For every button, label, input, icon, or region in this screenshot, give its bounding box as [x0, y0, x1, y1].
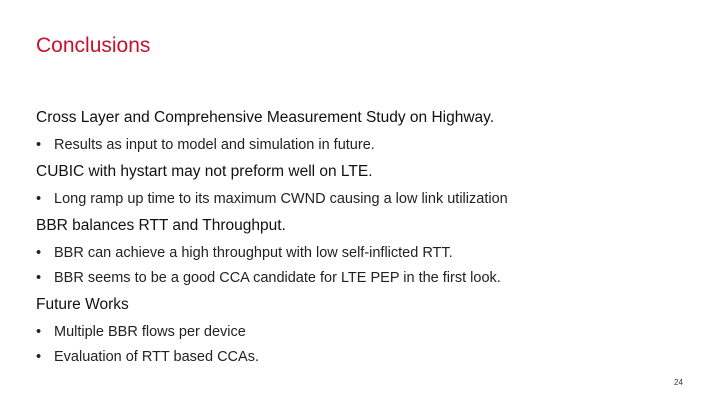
bullet-dot-icon: •	[36, 191, 42, 207]
bullet-item	[36, 241, 696, 265]
bullet-dot-icon: •	[36, 245, 42, 261]
bullet-text: BBR seems to be a good CCA candidate for LTE PEP in the first look.	[54, 270, 501, 286]
bullet-text: Results as input to model and simulation in future.	[54, 137, 375, 153]
bullet-item	[36, 133, 696, 157]
slide-content	[36, 104, 696, 370]
bullet-dot-icon: •	[36, 324, 42, 340]
bullet-item	[36, 320, 696, 344]
section-heading-bbr: BBR balances RTT and Throughput.	[36, 217, 286, 234]
page-number: 24	[674, 378, 683, 387]
bullet-item	[36, 266, 696, 290]
section-heading-future-works: Future Works	[36, 296, 129, 313]
bullet-text: Long ramp up time to its maximum CWND causing a low link utilization	[54, 191, 508, 207]
bullet-item	[36, 345, 696, 369]
bullet-item	[36, 187, 696, 211]
bullet-dot-icon: •	[36, 270, 42, 286]
bullet-text: BBR can achieve a high throughput with low self-inflicted RTT.	[54, 245, 453, 261]
bullet-dot-icon: •	[36, 137, 42, 153]
bullet-text: Multiple BBR flows per device	[54, 324, 246, 340]
bullet-text: Evaluation of RTT based CCAs.	[54, 349, 259, 365]
bullet-dot-icon: •	[36, 349, 42, 365]
section-heading-cubic: CUBIC with hystart may not preform well on LTE.	[36, 163, 373, 180]
section-heading-measurement-study: Cross Layer and Comprehensive Measurement Study on Highway.	[36, 109, 495, 126]
slide-title: Conclusions	[36, 34, 151, 57]
